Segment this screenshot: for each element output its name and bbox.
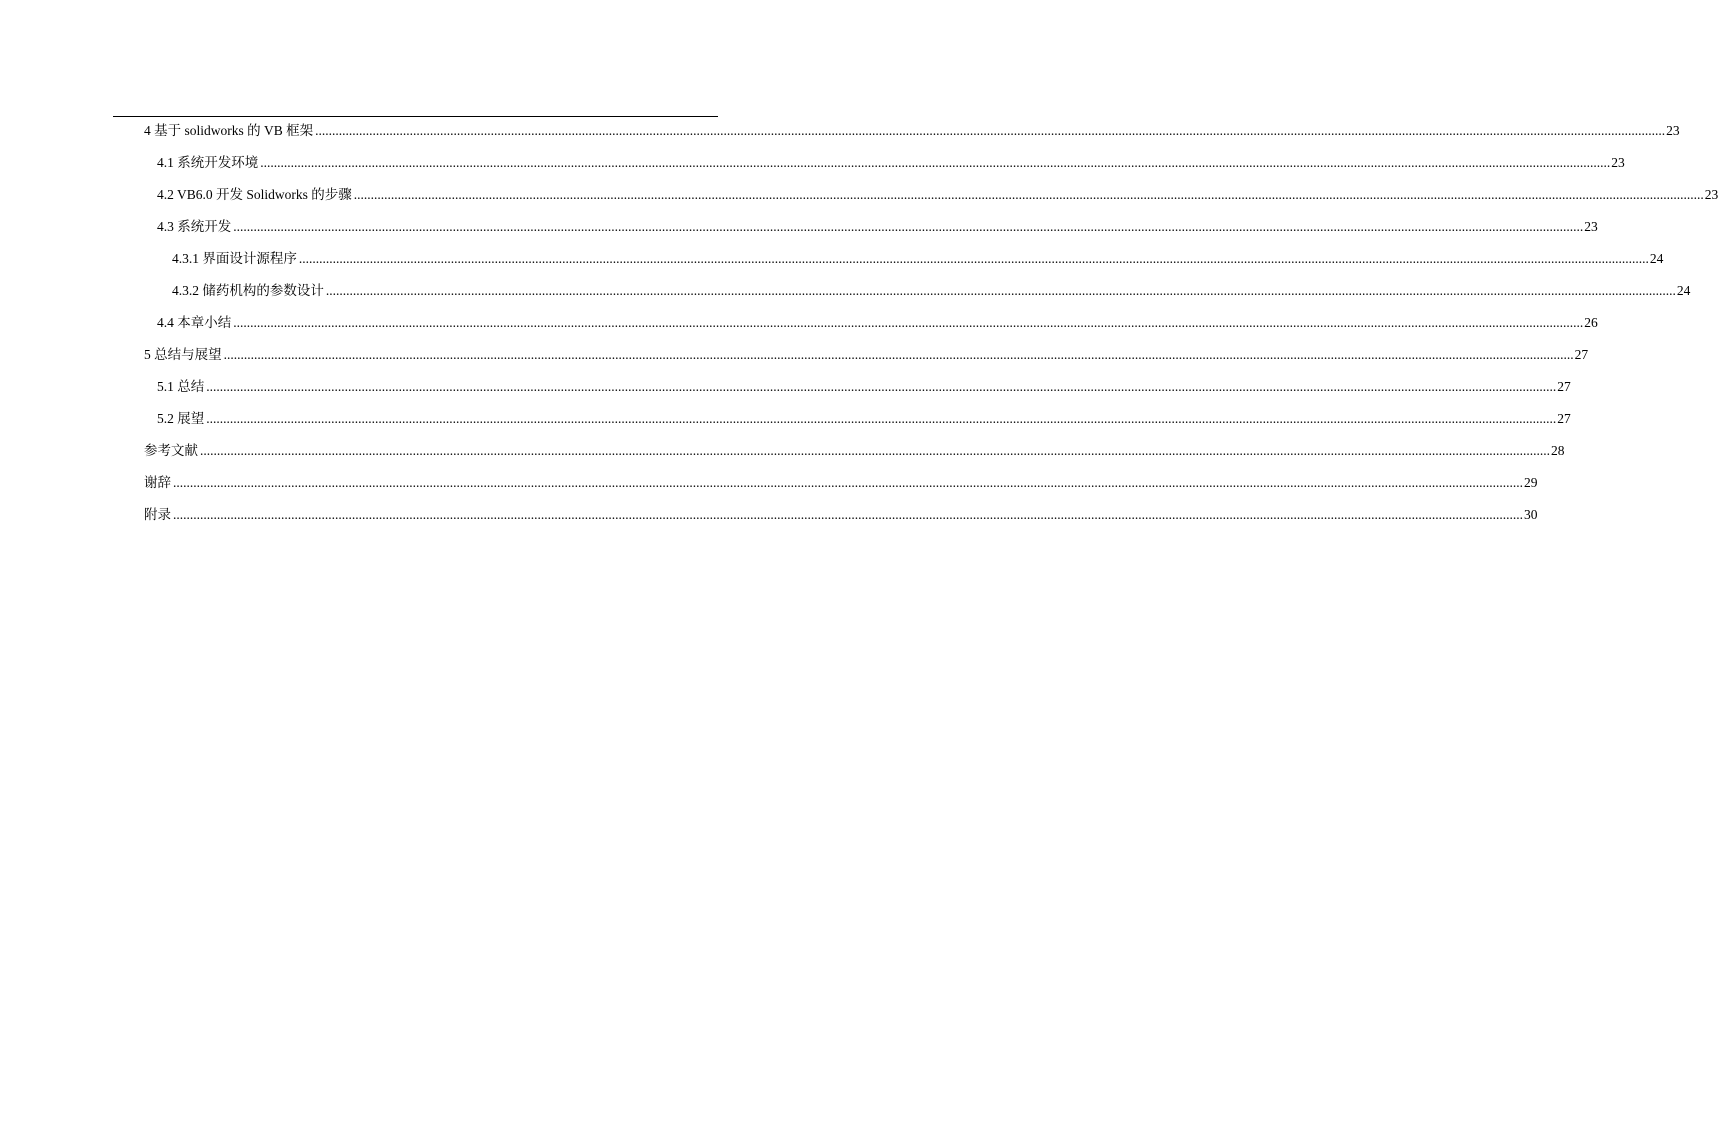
toc-entry[interactable] [144, 118, 1680, 140]
toc-dot-leader: ................................................................................................................................................................................................................................................................................................................................................................................................................ [206, 411, 1557, 426]
toc-entry-title: 5.2 展望 [157, 411, 205, 426]
toc-entry-page: 28 [1551, 443, 1565, 458]
toc-entry[interactable] [144, 470, 1538, 492]
toc-dot-leader: ................................................................................................................................................................................................................................................................................................................................................................................................................ [325, 283, 1676, 298]
toc-entry-page: 24 [1649, 251, 1664, 266]
toc-entry-title: 参考文献 [144, 443, 198, 458]
toc-entry-page: 30 [1524, 507, 1538, 522]
toc-dot-leader: ................................................................................................................................................................................................................................................................................................................................................................................................................ [233, 219, 1584, 234]
toc-entry[interactable] [144, 502, 1538, 524]
toc-entry-title: 4.3.2 储药机构的参数设计 [172, 283, 324, 298]
toc-entry-page: 26 [1584, 315, 1598, 330]
toc-entry-title: 4.2 VB6.0 开发 Solidworks 的步骤 [157, 187, 352, 202]
toc-entry-title: 4.3.1 界面设计源程序 [172, 251, 297, 266]
toc-entry-title: 5 总结与展望 [144, 347, 222, 362]
toc-entry[interactable] [172, 278, 1691, 300]
toc-entry-page: 23 [1666, 123, 1680, 138]
toc-entry-title: 附录 [144, 507, 171, 522]
toc-dot-leader: ................................................................................................................................................................................................................................................................................................................................................................................................................ [223, 347, 1574, 362]
toc-dot-leader: ................................................................................................................................................................................................................................................................................................................................................................................................................ [353, 187, 1704, 202]
toc-dot-leader: ................................................................................................................................................................................................................................................................................................................................................................................................................ [298, 251, 1649, 266]
toc-dot-leader: ................................................................................................................................................................................................................................................................................................................................................................................................................ [315, 123, 1666, 138]
toc-dot-leader: ................................................................................................................................................................................................................................................................................................................................................................................................................ [206, 379, 1557, 394]
toc-entry[interactable] [157, 182, 1718, 204]
toc-entry-page: 27 [1557, 379, 1571, 394]
toc-dot-leader: ................................................................................................................................................................................................................................................................................................................................................................................................................ [173, 507, 1523, 522]
toc-entry-page: 29 [1524, 475, 1538, 490]
toc-entry[interactable] [157, 214, 1598, 236]
toc-entry[interactable] [157, 374, 1571, 396]
toc-entry-page: 23 [1704, 187, 1718, 202]
toc-entry-page: 23 [1611, 155, 1625, 170]
toc-entry[interactable] [144, 438, 1565, 460]
toc-entry-page: 27 [1557, 411, 1571, 426]
toc-dot-leader: ................................................................................................................................................................................................................................................................................................................................................................................................................ [173, 475, 1523, 490]
toc-dot-leader: ................................................................................................................................................................................................................................................................................................................................................................................................................ [260, 155, 1611, 170]
toc-entry[interactable] [144, 342, 1589, 364]
toc-entry[interactable] [157, 310, 1598, 332]
toc-entry-title: 4 基于 solidworks 的 VB 框架 [144, 123, 314, 138]
toc-entry-page: 24 [1676, 283, 1691, 298]
toc-dot-leader: ................................................................................................................................................................................................................................................................................................................................................................................................................ [233, 315, 1584, 330]
toc-entry-title: 4.4 本章小结 [157, 315, 232, 330]
toc-entry[interactable] [172, 246, 1664, 268]
toc-entry-title: 4.1 系统开发环境 [157, 155, 259, 170]
toc-entry-page: 27 [1574, 347, 1589, 362]
header-rule [113, 116, 718, 117]
toc-entry-title: 谢辞 [144, 475, 171, 490]
toc-entry[interactable] [157, 406, 1571, 428]
toc-dot-leader: ................................................................................................................................................................................................................................................................................................................................................................................................................ [200, 443, 1550, 458]
toc-entry-title: 4.3 系统开发 [157, 219, 232, 234]
toc-entry[interactable] [157, 150, 1625, 172]
toc-entry-page: 23 [1584, 219, 1598, 234]
toc-entry-title: 5.1 总结 [157, 379, 205, 394]
